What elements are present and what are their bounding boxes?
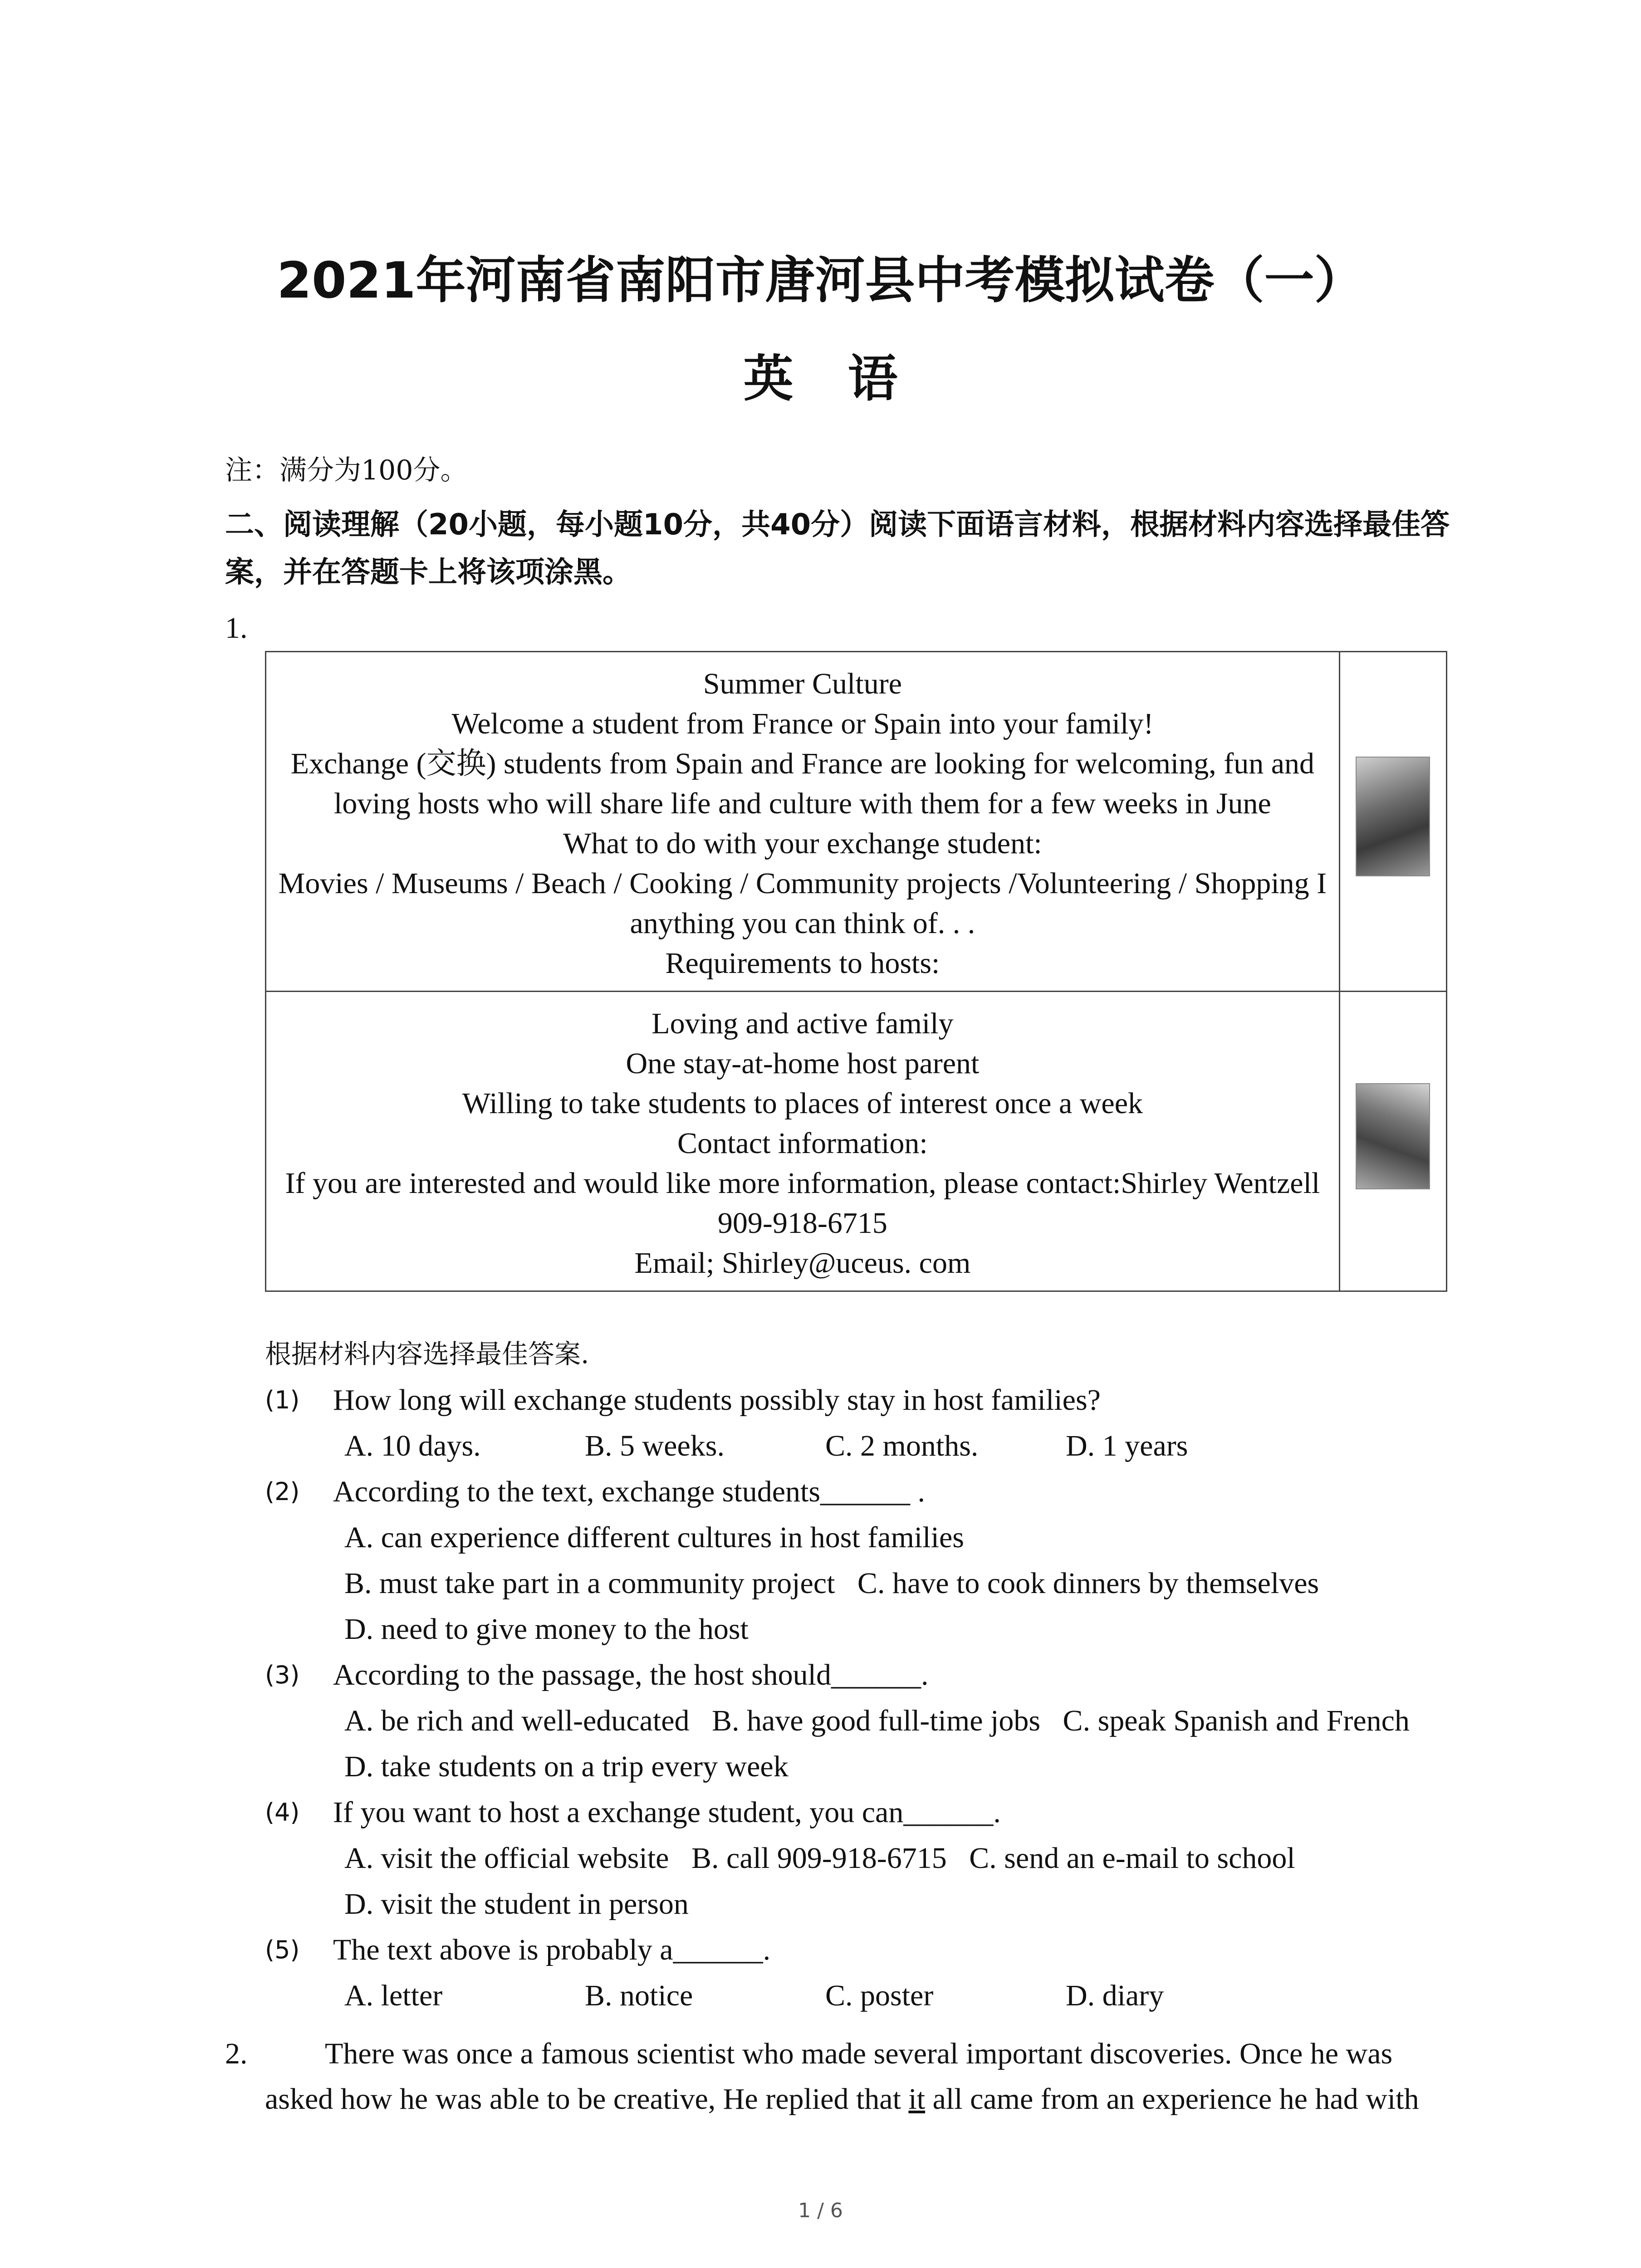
passage-line xyxy=(225,2031,1450,2077)
page-title: 2021年河南省南阳市唐河县中考模拟试卷（一） xyxy=(277,251,1364,309)
option: A. can experience different cultures in host families xyxy=(344,1521,964,1554)
subject-title: 英语 xyxy=(743,350,952,408)
ad-line: Summer Culture xyxy=(703,667,902,700)
option: C. 2 months. xyxy=(825,1429,979,1462)
option: A. be rich and well-educated B. have good full-time jobs C. speak Spanish and French xyxy=(344,1704,1410,1737)
option: D. take students on a trip every week xyxy=(344,1750,789,1783)
ad-text-cell xyxy=(266,992,1340,1291)
reading-passage xyxy=(225,2031,1450,2122)
ad-text-cell xyxy=(266,652,1340,992)
option: D. visit the student in person xyxy=(344,1887,689,1921)
question xyxy=(265,1789,1490,1835)
ad-line: Contact information: xyxy=(677,1127,928,1160)
option: A. visit the official website B. call 909-918-6715 C. send an e-mail to school xyxy=(344,1842,1295,1875)
ad-line: If you are interested and would like more information, please contact:Shirley Wentzell 909-918-6715 xyxy=(285,1167,1320,1240)
option: B. notice xyxy=(585,1979,693,2012)
option: D. 1 years xyxy=(1066,1429,1188,1462)
option: A. letter xyxy=(344,1979,443,2012)
ad-line: Movies / Museums / Beach / Cooking / Community projects /Volunteering / Shopping I anything you can think of. . . xyxy=(278,867,1327,940)
ad-line: Loving and active family xyxy=(652,1007,954,1040)
options xyxy=(265,1973,1490,2019)
question xyxy=(265,1469,1490,1515)
question-stem: According to the passage, the host should______. xyxy=(333,1658,929,1691)
ad-line: One stay-at-home host parent xyxy=(626,1047,980,1080)
question-number: 1. xyxy=(225,611,248,645)
advertisement-table xyxy=(265,651,1447,1292)
ad-line: Exchange (交换) students from Spain and France are looking for welcoming, fun and loving hosts who will share life and culture with them for a few weeks in June xyxy=(290,747,1315,820)
ad-line: Willing to take students to places of interest once a week xyxy=(462,1087,1143,1120)
options xyxy=(265,1423,1490,1469)
ad-row xyxy=(266,652,1447,992)
students-photo xyxy=(1356,1083,1430,1189)
question-number: (3) xyxy=(265,1661,300,1689)
family-photo xyxy=(1356,757,1430,876)
option: B. 5 weeks. xyxy=(585,1429,725,1462)
question-stem: If you want to host a exchange student, you can______. xyxy=(333,1796,1001,1829)
question-stem: The text above is probably a______. xyxy=(333,1933,771,1966)
underlined-word: it xyxy=(908,2082,926,2116)
question-stem: How long will exchange students possibly stay in host families? xyxy=(333,1383,1101,1417)
ad-line: What to do with your exchange student: xyxy=(563,827,1042,860)
passage-text: all came from an experience he had with xyxy=(925,2082,1419,2116)
score-note: 注：满分为100分。 xyxy=(225,455,468,486)
question-number: 2. xyxy=(225,2037,248,2070)
option: D. need to give money to the host xyxy=(344,1613,749,1646)
page-number: 1 / 6 xyxy=(798,2199,843,2222)
photo-cell xyxy=(1339,992,1446,1291)
question-number: (5) xyxy=(265,1936,300,1964)
option: D. diary xyxy=(1066,1979,1164,2012)
option: C. poster xyxy=(825,1979,934,2012)
passage-text: asked how he was able to be creative, He replied that xyxy=(265,2082,909,2116)
question-number: (4) xyxy=(265,1798,300,1827)
passage-text: There was once a famous scientist who made several important discoveries. Once he was xyxy=(325,2037,1393,2070)
ad-row xyxy=(266,992,1447,1291)
ad-line: Email; Shirley@uceus. com xyxy=(634,1246,971,1280)
question-stem: According to the text, exchange students______ . xyxy=(333,1475,926,1508)
question xyxy=(265,1377,1490,1423)
ad-line: Requirements to hosts: xyxy=(665,947,940,980)
question-number: (1) xyxy=(265,1386,300,1414)
question-number: (2) xyxy=(265,1477,300,1506)
photo-cell xyxy=(1339,652,1446,992)
option: A. 10 days. xyxy=(344,1429,481,1462)
ad-line: Welcome a student from France or Spain into your family! xyxy=(451,707,1154,740)
instruction: 根据材料内容选择最佳答案. xyxy=(265,1339,589,1369)
section-heading: 二、阅读理解（20小题，每小题10分，共40分）阅读下面语言材料，根据材料内容选择最佳答案，并在答题卡上将该项涂黑。 xyxy=(225,508,1450,589)
passage-line xyxy=(225,2077,1450,2122)
question xyxy=(265,1652,1490,1698)
option: B. must take part in a community project C. have to cook dinners by themselves xyxy=(344,1567,1319,1600)
question-list xyxy=(265,1331,1490,2019)
question xyxy=(265,1927,1490,1973)
